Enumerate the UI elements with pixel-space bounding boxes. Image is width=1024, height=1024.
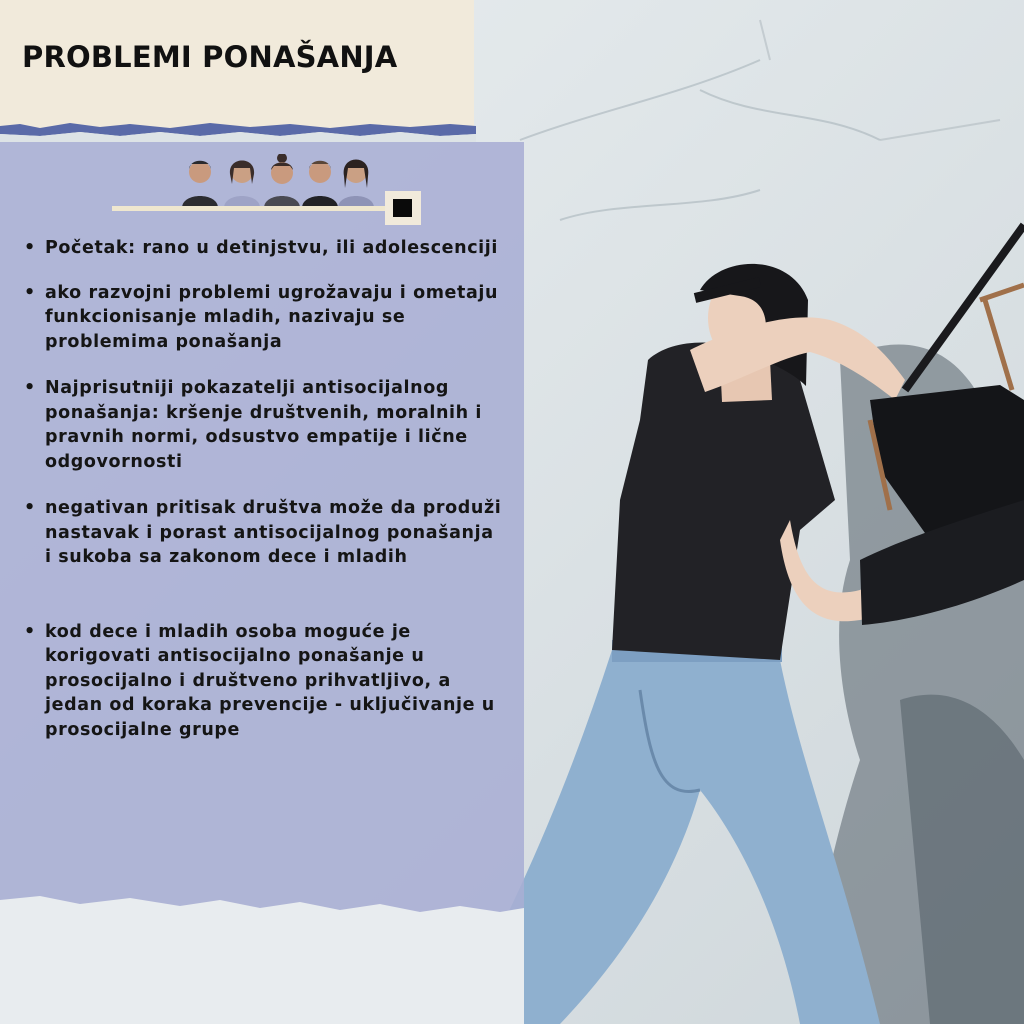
title-banner xyxy=(0,0,474,134)
torn-paper-edge xyxy=(0,118,480,142)
list-item: • negativan pritisak društva može da produži nastavak i porast antisocijalnog ponašanja i sukoba sa zakonom dece i mladih xyxy=(24,496,504,570)
girl-avatar xyxy=(338,160,374,209)
bullet-list xyxy=(24,236,504,742)
list-item: • Najprisutniji pokazatelji antisocijalnog ponašanja: kršenje društvenih, moralnih i pravnih normi, odsustvo empatije i lične odgovornosti xyxy=(24,376,504,474)
list-item: • ako razvojni problemi ugrožavaju i ometaju funkcionisanje mladih, nazivaju se problemima ponašanja xyxy=(24,281,504,355)
boy-avatar xyxy=(182,161,218,208)
avatar-group xyxy=(176,154,376,208)
girl-bun-avatar xyxy=(264,154,300,208)
progress-track xyxy=(112,206,390,211)
page-title: PROBLEMI PONAŠANJA xyxy=(22,40,398,74)
list-item: • kod dece i mladih osoba moguće je korigovati antisocijalno ponašanje u prosocijalno i društveno prihvatljivo, a jedan od koraka prevencije - uključivanje u prosocijalne grupe xyxy=(24,620,504,743)
torn-paper-bottom xyxy=(0,890,524,1024)
list-item: • Početak: rano u detinjstvu, ili adolescenciji xyxy=(24,236,504,261)
boy-avatar xyxy=(302,161,338,208)
progress-knob xyxy=(385,191,421,225)
girl-avatar xyxy=(224,161,260,209)
